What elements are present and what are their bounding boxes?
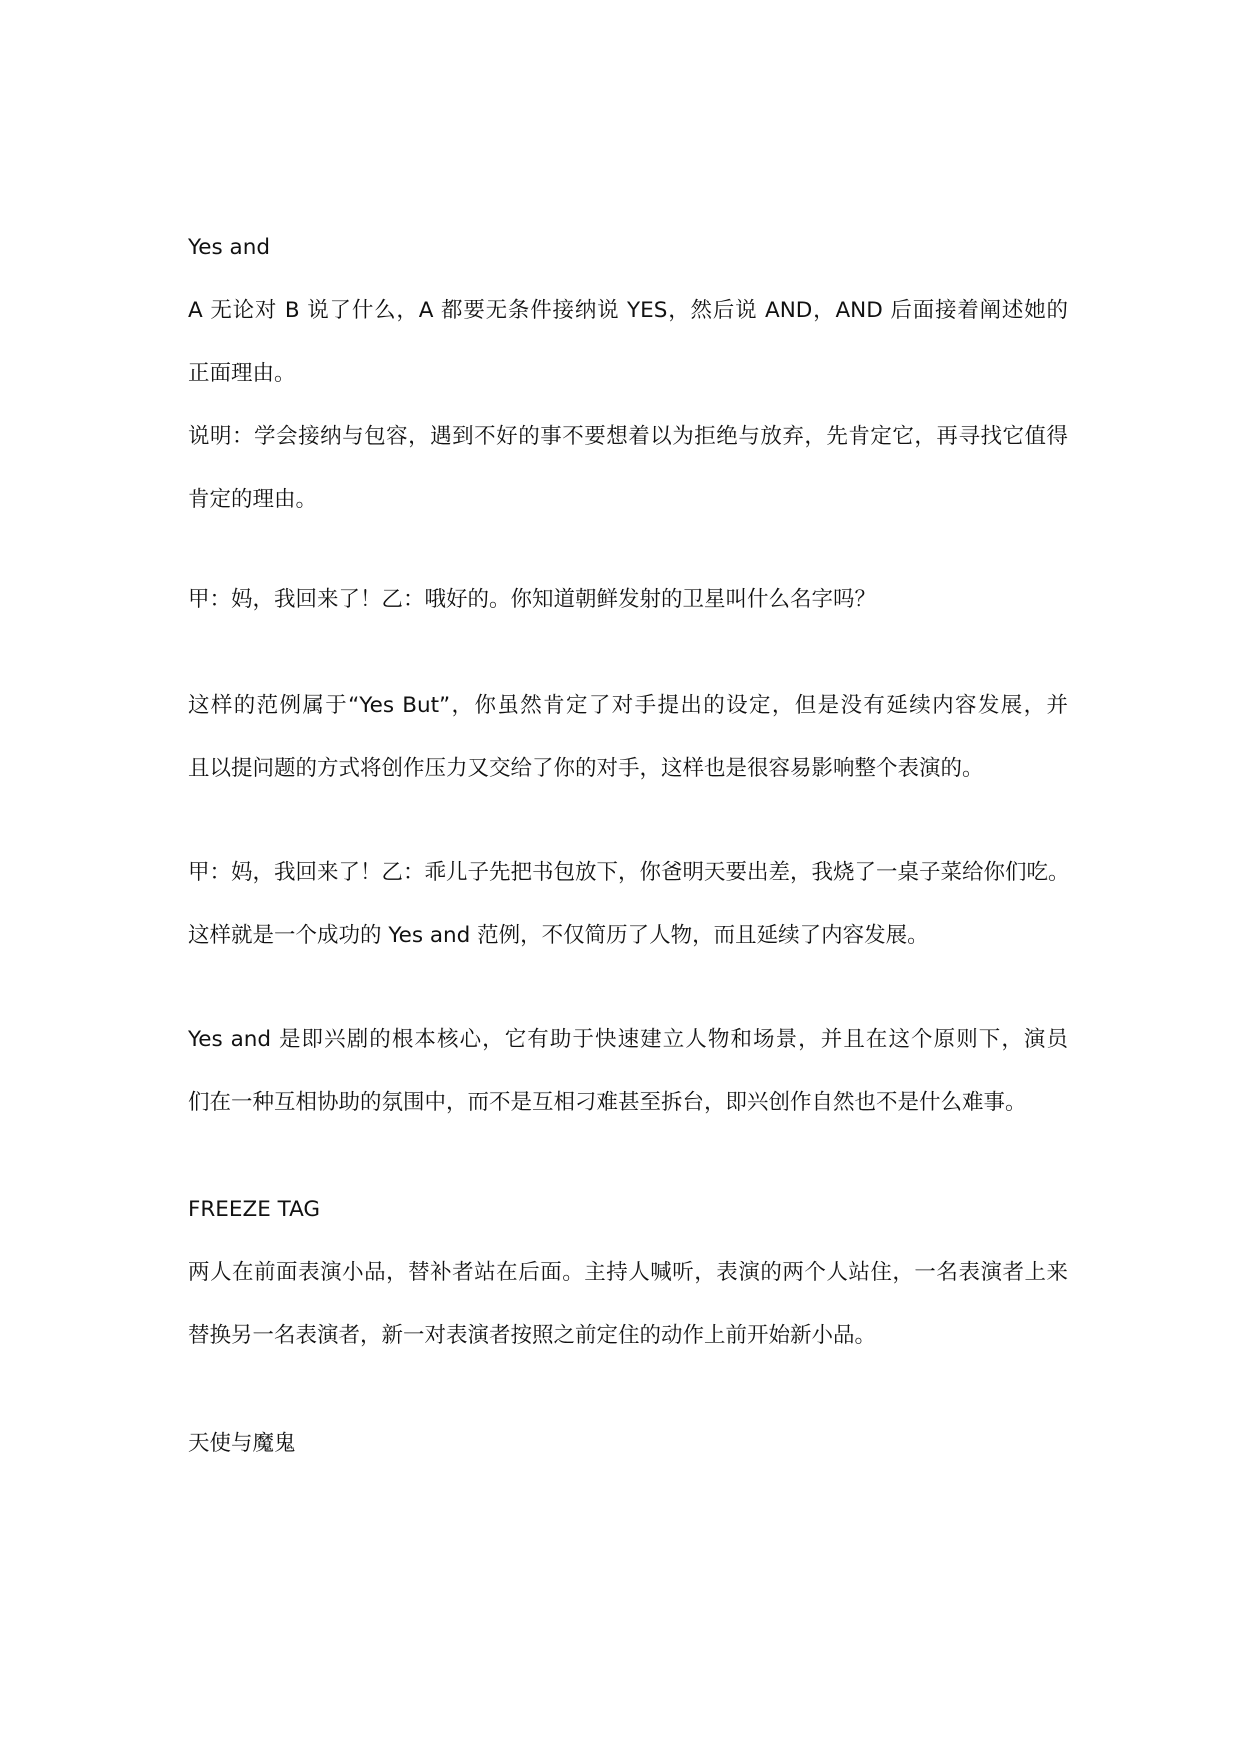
paragraph-line: 正面理由。	[188, 361, 296, 386]
paragraph-line: 说明：学会接纳与包容，遇到不好的事不要想着以为拒绝与放弃，先肯定它，再寻找它值得	[188, 424, 1068, 449]
paragraph-line: 这样就是一个成功的 Yes and 范例，不仅简历了人物，而且延续了内容发展。	[188, 923, 929, 948]
section-heading-angel-devil: 天使与魔鬼	[188, 1431, 296, 1456]
dialogue-example-line: 甲：妈，我回来了！乙：乖儿子先把书包放下，你爸明天要出差，我烧了一桌子菜给你们吃。	[188, 860, 1070, 885]
paragraph-line: Yes and 是即兴剧的根本核心，它有助于快速建立人物和场景，并且在这个原则下，演员	[188, 1027, 1068, 1052]
paragraph-line: 且以提问题的方式将创作压力又交给了你的对手，这样也是很容易影响整个表演的。	[188, 756, 984, 781]
section-heading-yes-and: Yes and	[188, 235, 270, 260]
dialogue-example-line: 甲：妈，我回来了！乙：哦好的。你知道朝鲜发射的卫星叫什么名字吗？	[188, 587, 877, 612]
paragraph-line: 这样的范例属于“Yes But”，你虽然肯定了对手提出的设定，但是没有延续内容发展，并	[188, 693, 1068, 718]
paragraph-line: 两人在前面表演小品，替补者站在后面。主持人喊听，表演的两个人站住，一名表演者上来	[188, 1260, 1068, 1285]
section-heading-freeze-tag: FREEZE TAG	[188, 1197, 321, 1222]
paragraph-line: 替换另一名表演者，新一对表演者按照之前定住的动作上前开始新小品。	[188, 1323, 877, 1348]
paragraph-line: A 无论对 B 说了什么，A 都要无条件接纳说 YES，然后说 AND，AND 后面接着阐述她的	[188, 298, 1068, 323]
paragraph-line: 肯定的理由。	[188, 487, 318, 512]
paragraph-line: 们在一种互相协助的氛围中，而不是互相刁难甚至拆台，即兴创作自然也不是什么难事。	[188, 1090, 1027, 1115]
